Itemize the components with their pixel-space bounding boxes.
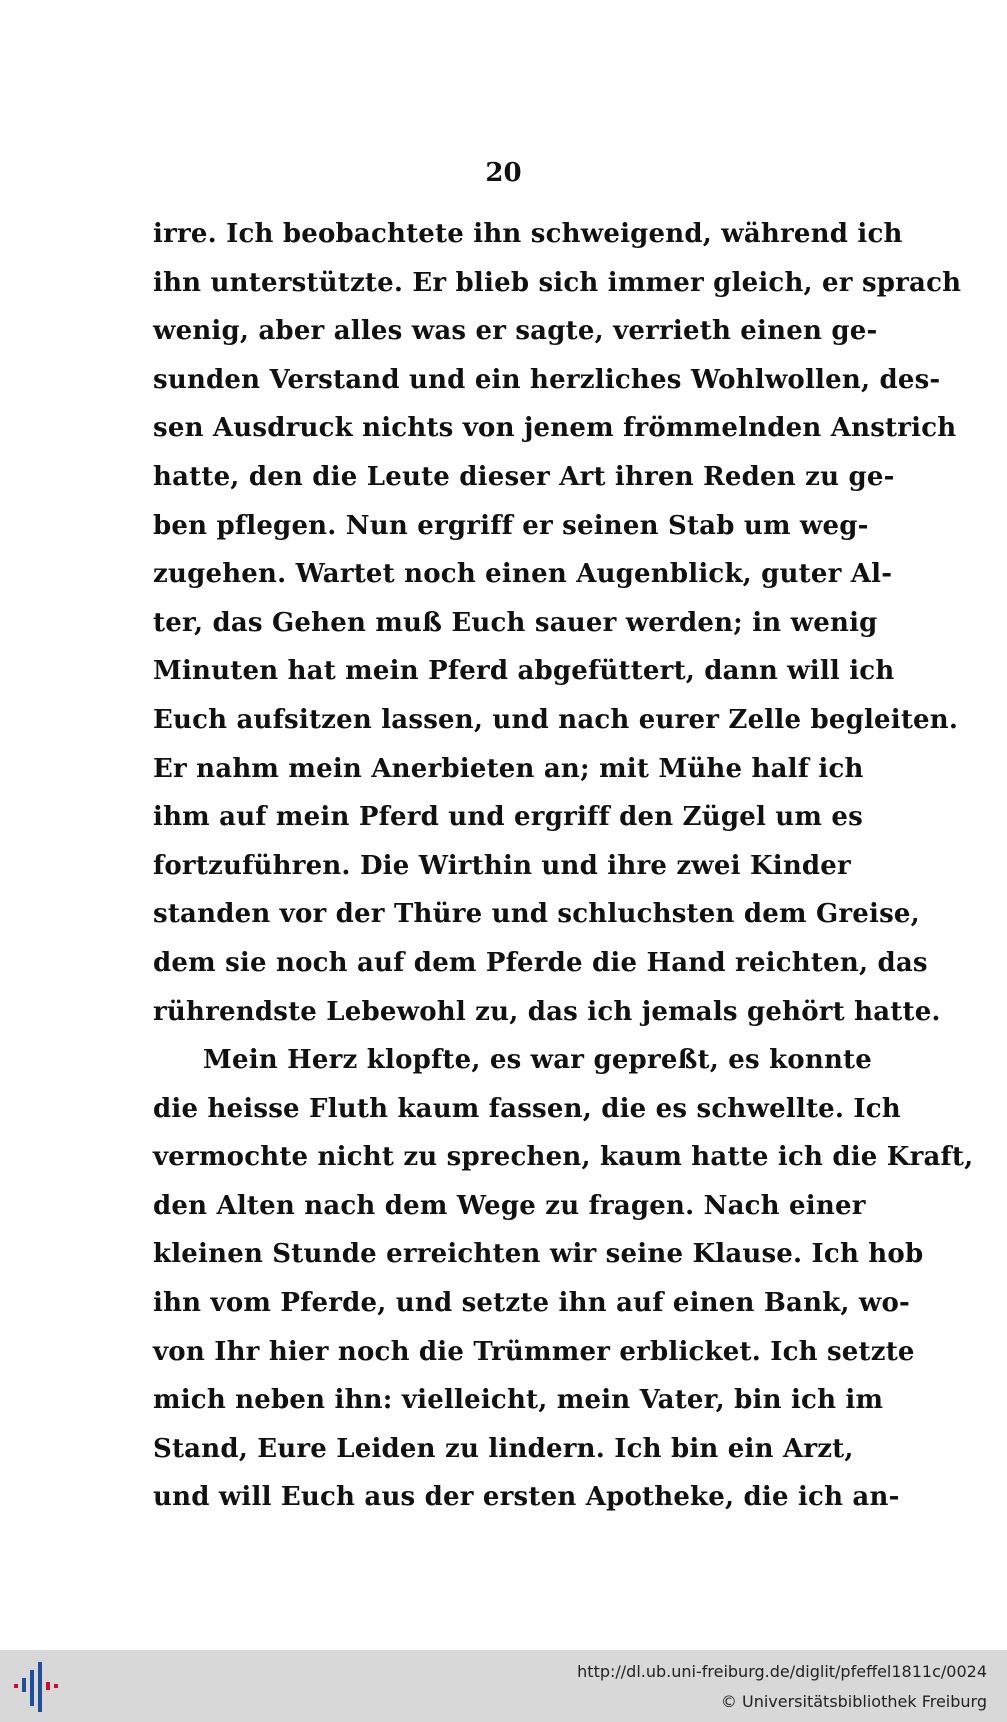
text-line: von Ihr hier noch die Trümmer erblicket. Ich setzte bbox=[153, 1336, 915, 1367]
text-line: Mein Herz klopfte, es war gepreßt, es konnte bbox=[203, 1045, 872, 1076]
text-line: zugehen. Wartet noch einen Augenblick, guter Al- bbox=[153, 559, 893, 590]
text-line: ben pflegen. Nun ergriff er seinen Stab um weg- bbox=[153, 510, 869, 541]
text-line: fortzuführen. Die Wirthin und ihre zwei Kinder bbox=[153, 850, 851, 881]
text-line: dem sie noch auf dem Pferde die Hand reichten, das bbox=[153, 947, 928, 978]
text-line: wenig, aber alles was er sagte, verrieth einen ge- bbox=[153, 316, 878, 347]
text-line: den Alten nach dem Wege zu fragen. Nach einer bbox=[153, 1190, 866, 1221]
text-line: mich neben ihn: vielleicht, mein Vater, bin ich im bbox=[153, 1385, 884, 1416]
text-line: ihn vom Pferde, und setzte ihn auf einen Bank, wo- bbox=[153, 1288, 911, 1319]
page-number: 20 bbox=[485, 158, 522, 188]
permalink-url[interactable]: http://dl.ub.uni-freiburg.de/diglit/pfeffel1811c/0024 bbox=[577, 1662, 987, 1681]
text-line: rührendste Lebewohl zu, das ich jemals gehört hatte. bbox=[153, 996, 941, 1027]
text-line: standen vor der Thüre und schluchsten dem Greise, bbox=[153, 899, 920, 930]
text-line: Minuten hat mein Pferd abgefüttert, dann will ich bbox=[153, 656, 895, 687]
viewer-footer bbox=[0, 1650, 1007, 1722]
text-line: ihn unterstützte. Er blieb sich immer gleich, er sprach bbox=[153, 267, 962, 298]
text-line: ter, das Gehen muß Euch sauer werden; in wenig bbox=[153, 607, 878, 638]
text-line: sen Ausdruck nichts von jenem frömmelnden Anstrich bbox=[153, 413, 957, 444]
ub-freiburg-logo-icon[interactable] bbox=[12, 1658, 68, 1714]
text-line: kleinen Stunde erreichten wir seine Klause. Ich hob bbox=[153, 1239, 924, 1270]
text-line: und will Euch aus der ersten Apotheke, die ich an- bbox=[153, 1482, 900, 1513]
text-line: Stand, Eure Leiden zu lindern. Ich bin ein Arzt, bbox=[153, 1433, 854, 1464]
text-line: Euch aufsitzen lassen, und nach eurer Zelle begleiten. bbox=[153, 704, 959, 735]
text-line: ihm auf mein Pferd und ergriff den Zügel um es bbox=[153, 802, 863, 833]
text-line: hatte, den die Leute dieser Art ihren Reden zu ge- bbox=[153, 461, 895, 492]
text-line: Er nahm mein Anerbieten an; mit Mühe half ich bbox=[153, 753, 864, 784]
text-line: sunden Verstand und ein herzliches Wohlwollen, des- bbox=[153, 364, 941, 395]
text-line: die heisse Fluth kaum fassen, die es schwellte. Ich bbox=[153, 1093, 901, 1124]
text-line: irre. Ich beobachtete ihn schweigend, während ich bbox=[153, 219, 903, 249]
page-text bbox=[153, 210, 974, 1522]
text-line: vermochte nicht zu sprechen, kaum hatte ich die Kraft, bbox=[153, 1142, 974, 1173]
copyright-notice: © Universitätsbibliothek Freiburg bbox=[720, 1692, 987, 1711]
